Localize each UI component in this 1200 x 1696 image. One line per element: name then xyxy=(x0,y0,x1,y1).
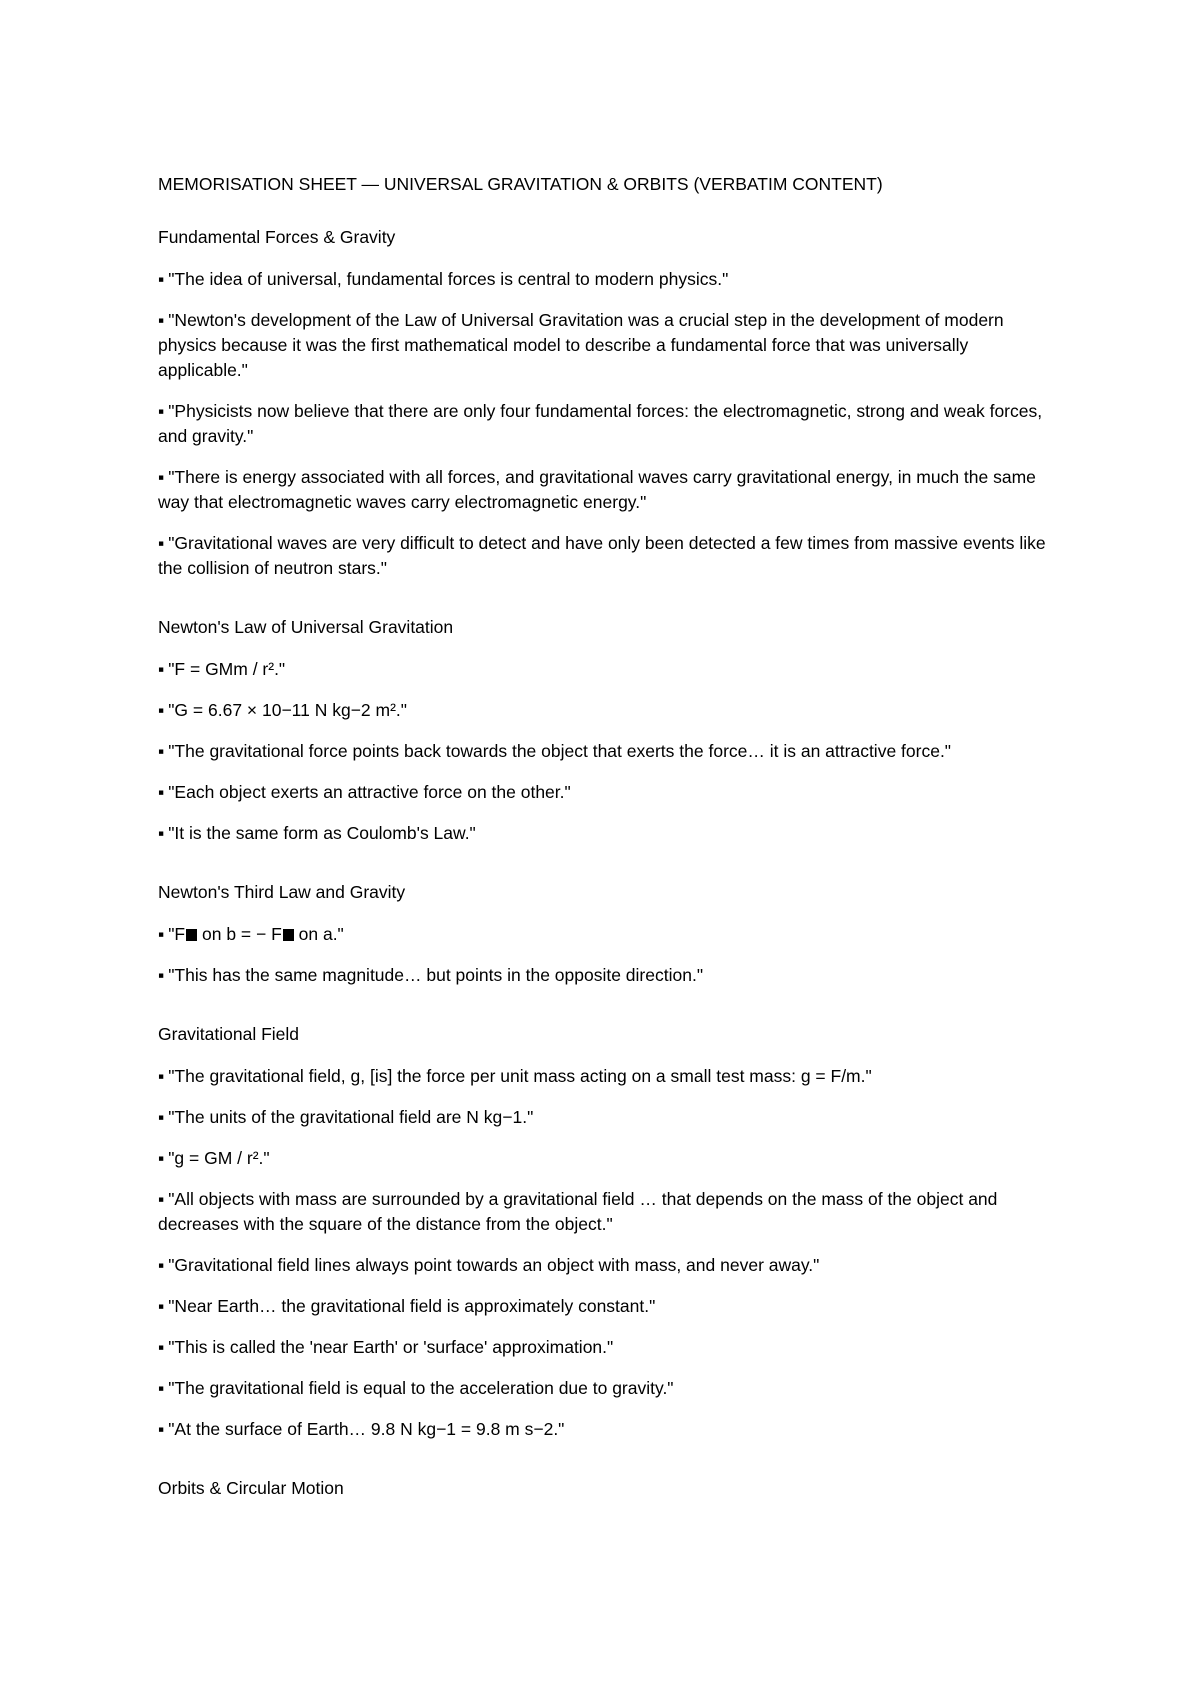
bullet-item xyxy=(158,1417,1058,1442)
bullet-item xyxy=(158,821,1058,846)
bullet-text: "This is called the 'near Earth' or 'surface' approximation." xyxy=(168,1337,614,1357)
bullet-item xyxy=(158,267,1058,292)
document-title: MEMORISATION SHEET — UNIVERSAL GRAVITATION & ORBITS (VERBATIM CONTENT) xyxy=(158,174,883,194)
section-fundamental-forces xyxy=(158,225,1058,581)
bullet-icon: ▪ xyxy=(158,741,165,761)
bullet-item xyxy=(158,1253,1058,1278)
section-orbits xyxy=(158,1476,1058,1501)
bullet-icon: ▪ xyxy=(158,1337,165,1357)
bullet-text: on b = − F xyxy=(197,924,282,944)
bullet-item xyxy=(158,1294,1058,1319)
bullet-text: "This has the same magnitude… but points in the opposite direction." xyxy=(168,965,704,985)
bullet-icon: ▪ xyxy=(158,965,165,985)
bullet-text: "The units of the gravitational field are N kg−1." xyxy=(168,1107,534,1127)
bullet-text: "Near Earth… the gravitational field is approximately constant." xyxy=(168,1296,656,1316)
missing-glyph-icon xyxy=(283,929,294,941)
bullet-item xyxy=(158,465,1058,515)
section-gravitational-field xyxy=(158,1022,1058,1442)
bullet-text: "Gravitational field lines always point towards an object with mass, and never away." xyxy=(168,1255,820,1275)
section-heading: Orbits & Circular Motion xyxy=(158,1478,344,1498)
bullet-text: "All objects with mass are surrounded by a gravitational field … that depends on the mass of the object and decreases with the square of the distance from the object." xyxy=(158,1189,998,1234)
section-heading: Newton's Law of Universal Gravitation xyxy=(158,617,454,637)
bullet-item xyxy=(158,1105,1058,1130)
bullet-icon: ▪ xyxy=(158,467,165,487)
bullet-text: "The gravitational field, g, [is] the force per unit mass acting on a small test mass: g = F/m." xyxy=(168,1066,872,1086)
bullet-text: "At the surface of Earth… 9.8 N kg−1 = 9.8 m s−2." xyxy=(168,1419,565,1439)
bullet-item xyxy=(158,1187,1058,1237)
bullet-item xyxy=(158,739,1058,764)
bullet-icon: ▪ xyxy=(158,1419,165,1439)
bullet-item xyxy=(158,963,1058,988)
bullet-text: "G = 6.67 × 10−11 N kg−2 m²." xyxy=(168,700,407,720)
bullet-text: "Each object exerts an attractive force on the other." xyxy=(168,782,571,802)
bullet-text: "Newton's development of the Law of Universal Gravitation was a crucial step in the development of modern physics because it was the first mathematical model to describe a fundamental force that was universally applicable." xyxy=(158,310,1004,380)
bullet-text: "g = GM / r²." xyxy=(168,1148,270,1168)
section-universal-gravitation xyxy=(158,615,1058,846)
bullet-text: "There is energy associated with all forces, and gravitational waves carry gravitational energy, in much the same way that electromagnetic waves carry electromagnetic energy." xyxy=(158,467,1036,512)
bullet-item xyxy=(158,780,1058,805)
bullet-item xyxy=(158,1335,1058,1360)
bullet-icon: ▪ xyxy=(158,782,165,802)
bullet-icon: ▪ xyxy=(158,1066,165,1086)
bullet-icon: ▪ xyxy=(158,269,165,289)
bullet-item xyxy=(158,531,1058,581)
bullet-item xyxy=(158,922,1058,947)
bullet-icon: ▪ xyxy=(158,1107,165,1127)
bullet-icon: ▪ xyxy=(158,401,165,421)
bullet-icon: ▪ xyxy=(158,310,165,330)
section-heading: Fundamental Forces & Gravity xyxy=(158,227,396,247)
bullet-text: "It is the same form as Coulomb's Law." xyxy=(168,823,476,843)
bullet-text: "Physicists now believe that there are only four fundamental forces: the electromagnetic, strong and weak forces, and gravity." xyxy=(158,401,1043,446)
bullet-item xyxy=(158,308,1058,383)
bullet-item xyxy=(158,1064,1058,1089)
bullet-item xyxy=(158,657,1058,682)
bullet-text: "F = GMm / r²." xyxy=(168,659,286,679)
bullet-text: on a." xyxy=(293,924,344,944)
bullet-icon: ▪ xyxy=(158,533,165,553)
bullet-icon: ▪ xyxy=(158,700,165,720)
section-heading: Newton's Third Law and Gravity xyxy=(158,882,406,902)
section-heading: Gravitational Field xyxy=(158,1024,300,1044)
bullet-item xyxy=(158,698,1058,723)
bullet-item xyxy=(158,1376,1058,1401)
bullet-text: "The gravitational field is equal to the acceleration due to gravity." xyxy=(168,1378,674,1398)
bullet-icon: ▪ xyxy=(158,924,165,944)
bullet-icon: ▪ xyxy=(158,1296,165,1316)
bullet-icon: ▪ xyxy=(158,1255,165,1275)
bullet-icon: ▪ xyxy=(158,659,165,679)
bullet-item xyxy=(158,1146,1058,1171)
bullet-icon: ▪ xyxy=(158,1148,165,1168)
document-page xyxy=(158,172,1058,1518)
bullet-text: "The gravitational force points back towards the object that exerts the force… it is an attractive force." xyxy=(168,741,952,761)
bullet-text: "F xyxy=(168,924,186,944)
section-third-law xyxy=(158,880,1058,988)
missing-glyph-icon xyxy=(186,929,197,941)
bullet-icon: ▪ xyxy=(158,1378,165,1398)
bullet-text: "Gravitational waves are very difficult to detect and have only been detected a few times from massive events like the collision of neutron stars." xyxy=(158,533,1046,578)
bullet-item xyxy=(158,399,1058,449)
bullet-text: "The idea of universal, fundamental forces is central to modern physics." xyxy=(168,269,729,289)
bullet-icon: ▪ xyxy=(158,1189,165,1209)
bullet-icon: ▪ xyxy=(158,823,165,843)
